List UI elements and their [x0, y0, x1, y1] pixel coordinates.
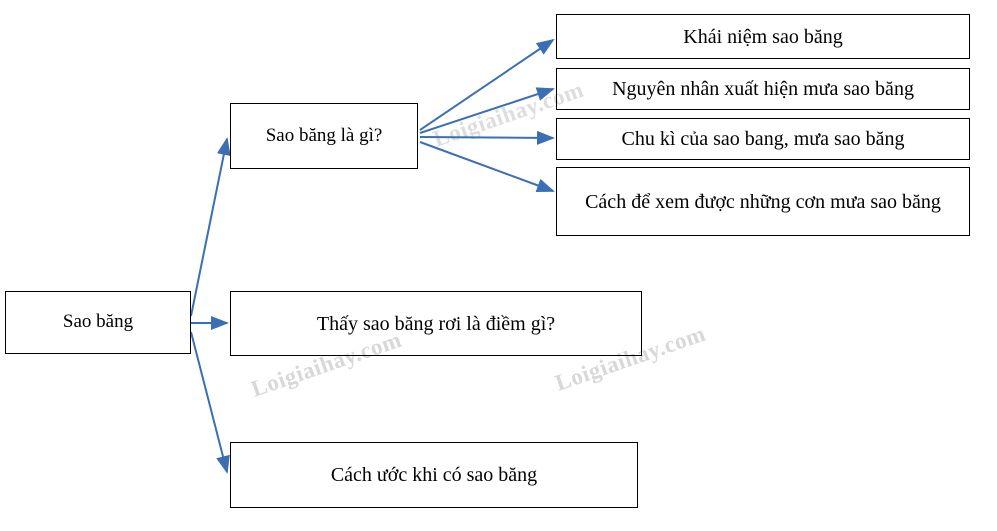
edge-root-to-q3: [191, 332, 227, 472]
node-thay-sao-bang-roi[interactable]: [230, 291, 642, 356]
watermark-text: Loigiaihay.com: [430, 76, 587, 152]
node-root[interactable]: [5, 291, 191, 354]
node-label: Sao băng: [62, 311, 134, 333]
node-label: Nguyên nhân xuất hiện mưa sao băng: [612, 78, 914, 100]
node-chu-ki-cua-sao-bang[interactable]: [556, 118, 970, 160]
node-khai-niem-sao-bang[interactable]: [556, 14, 970, 59]
node-label: Cách để xem được những cơn mưa sao băng: [585, 190, 941, 213]
node-cach-uoc-khi-co-sao-bang[interactable]: [230, 442, 638, 508]
edge-root-to-q1: [191, 139, 227, 316]
node-label: Chu kì của sao bang, mưa sao băng: [621, 128, 905, 150]
node-label: Cách ước khi có sao băng: [330, 464, 538, 486]
node-cach-de-xem-duoc[interactable]: [556, 167, 970, 236]
node-label: Sao băng là gì?: [265, 124, 383, 146]
node-nguyen-nhan-xuat-hien[interactable]: [556, 68, 970, 110]
watermark-text: Loigiaihay.com: [552, 320, 709, 396]
node-sao-bang-la-gi[interactable]: [230, 103, 418, 169]
node-label: Khái niệm sao băng: [683, 25, 843, 48]
node-label: Thấy sao băng rơi là điềm gì?: [316, 312, 556, 335]
watermark-text: Loigiaihay.com: [248, 326, 405, 402]
